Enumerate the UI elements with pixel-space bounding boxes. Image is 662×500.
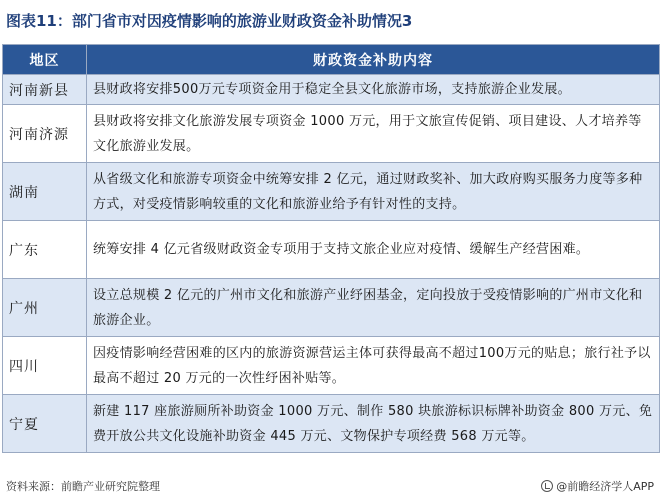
content-cell: 统筹安排 4 亿元省级财政资金专项用于支持文旅企业应对疫情、缓解生产经营困难。: [87, 221, 660, 279]
table-row: [3, 163, 660, 221]
content-cell: 县财政将安排500万元专项资金用于稳定全县文化旅游市场，支持旅游企业发展。: [87, 75, 660, 105]
qianzhan-logo-icon: [541, 480, 553, 492]
table-row: [3, 337, 660, 395]
region-cell: 广州: [3, 279, 87, 337]
table-row: [3, 105, 660, 163]
content-cell: 新建 117 座旅游厕所补助资金 1000 万元、制作 580 块旅游标识标牌补助资金 800 万元、免费开放公共文化设施补助资金 445 万元、文物保护专项经费 568 万元等。: [87, 395, 660, 453]
table-row: [3, 221, 660, 279]
content-cell: 因疫情影响经营困难的区内的旅游资源营运主体可获得最高不超过100万元的贴息；旅行社予以最高不超过 20 万元的一次性纾困补贴等。: [87, 337, 660, 395]
table-row: [3, 395, 660, 453]
region-cell: 河南济源: [3, 105, 87, 163]
header-region: 地区: [3, 45, 87, 75]
region-cell: 四川: [3, 337, 87, 395]
table-row: [3, 279, 660, 337]
region-cell: 河南新县: [3, 75, 87, 105]
figure-title: 图表11：部门省市对因疫情影响的旅游业财政资金补助情况3: [6, 12, 413, 30]
region-cell: 湖南: [3, 163, 87, 221]
table-header-row: [3, 45, 660, 75]
brand-label: @前瞻经济学人APP: [556, 480, 654, 493]
content-cell: 县财政将安排文化旅游发展专项资金 1000 万元，用于文旅宣传促销、项目建设、人才培养等文化旅游业发展。: [87, 105, 660, 163]
content-cell: 从省级文化和旅游专项资金中统筹安排 2 亿元，通过财政奖补、加大政府购买服务力度等多种方式，对受疫情影响较重的文化和旅游业给予有针对性的支持。: [87, 163, 660, 221]
subsidy-table: [2, 44, 660, 453]
region-cell: 广东: [3, 221, 87, 279]
source-note: 资料来源：前瞻产业研究院整理: [6, 480, 160, 493]
table-row: [3, 75, 660, 105]
header-content: 财政资金补助内容: [87, 45, 660, 75]
region-cell: 宁夏: [3, 395, 87, 453]
content-cell: 设立总规模 2 亿元的广州市文化和旅游产业纾困基金，定向投放于受疫情影响的广州市文化和旅游企业。: [87, 279, 660, 337]
brand-watermark: [541, 478, 654, 496]
